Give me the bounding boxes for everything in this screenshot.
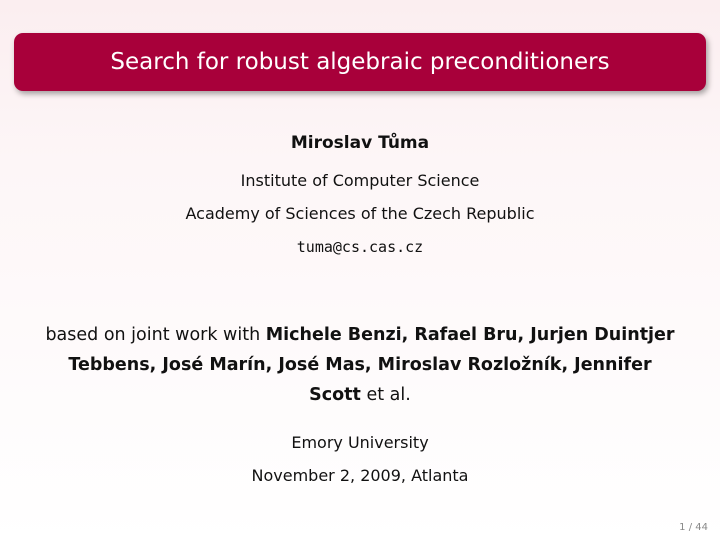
institute-line-2: Academy of Sciences of the Czech Republic xyxy=(185,204,535,223)
joint-names: Michele Benzi, Rafael Bru, Jurjen Duintjer Tebbens, José Marín, José Mas, Miroslav Rozložník, Jennifer Scott xyxy=(68,325,675,405)
author-name: Miroslav Tůma xyxy=(290,133,430,153)
joint-prefix: based on joint work with xyxy=(45,325,266,345)
venue: Emory University xyxy=(291,433,429,452)
title-bar xyxy=(14,33,706,91)
joint-work-credits xyxy=(40,320,680,410)
joint-suffix: et al. xyxy=(360,385,411,405)
institute-line-1: Institute of Computer Science xyxy=(240,171,480,190)
slide-title: Search for robust algebraic preconditioners xyxy=(110,49,610,75)
author-email: tuma@cs.cas.cz xyxy=(296,238,424,256)
presentation-date: November 2, 2009, Atlanta xyxy=(251,466,469,485)
page-number: 1 / 44 xyxy=(679,522,708,533)
